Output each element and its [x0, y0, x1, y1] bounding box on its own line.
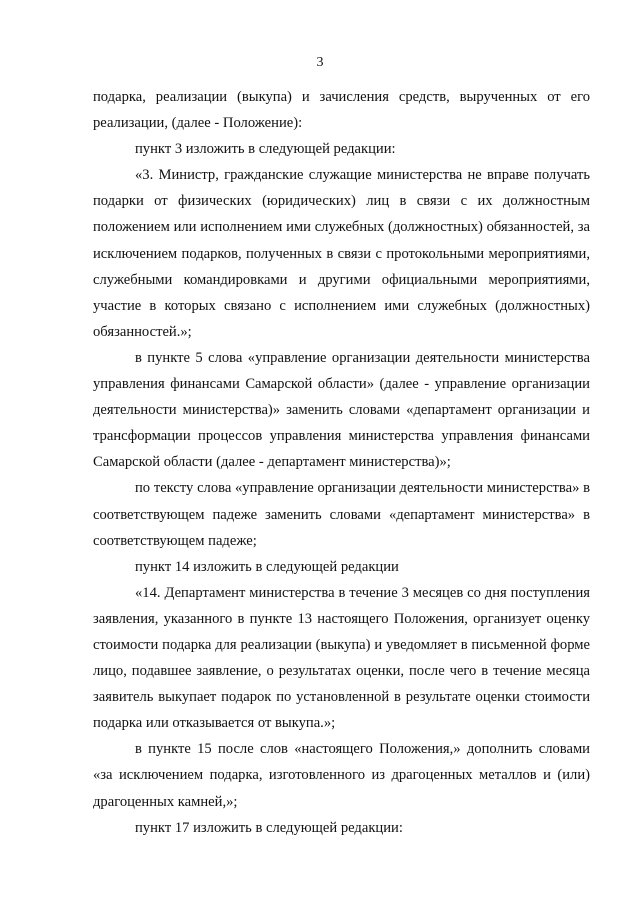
paragraph-item-15-amendment: в пункте 15 после слов «настоящего Положения,» дополнить словами «за исключением подарка, изготовленного из драгоценных металлов и (или) драгоценных камней,»; [93, 741, 590, 810]
paragraph-item-3-text: «3. Министр, гражданские служащие министерства не вправе получать подарки от физических (юридических) лиц в связи с их должностным положением или исполнением ими служебных (должностных) обязанностей, за исключением подарков, полученных в связи с протокольными мероприятиями, служебными командировками и другими официальными мероприятиями, участие в которых связано с исполнением ими служебных (должностных) обязанностей.»; [93, 167, 590, 340]
document-body [93, 84, 590, 841]
paragraph-text-replacement: по тексту слова «управление организации деятельности министерства» в соответствующем падеже заменить словами «департамент министерства» в соответствующем падеже; [93, 480, 590, 549]
paragraph-item-3-instruction: пункт 3 изложить в следующей редакции: [135, 141, 396, 158]
paragraph-item-5-amendment: в пункте 5 слова «управление организации деятельности министерства управления финансами Самарской области» (далее - управление организации деятельности министерства)» заменить словами «департамент организации и трансформации процессов управления министерства управления финансами Самарской области (далее - департамент министерства)»; [93, 349, 590, 471]
page-number: 3 [316, 55, 324, 70]
paragraph-positions-continuation: подарка, реализации (выкупа) и зачисления средств, вырученных от его реализации, (далее - Положение): [93, 89, 590, 132]
paragraph-item-14-instruction: пункт 14 изложить в следующей редакции [135, 558, 399, 575]
paragraph-item-14-text: «14. Департамент министерства в течение 3 месяцев со дня поступления заявления, указанного в пункте 13 настоящего Положения, организует оценку стоимости подарка для реализации (выкупа) и уведомляет в письменной форме лицо, подавшее заявление, о результатах оценки, после чего в течение месяца заявитель выкупает подарок по установленной в результате оценки стоимости подарка или отказывается от выкупа.»; [93, 584, 590, 732]
paragraph-item-17-instruction: пункт 17 изложить в следующей редакции: [135, 819, 403, 836]
